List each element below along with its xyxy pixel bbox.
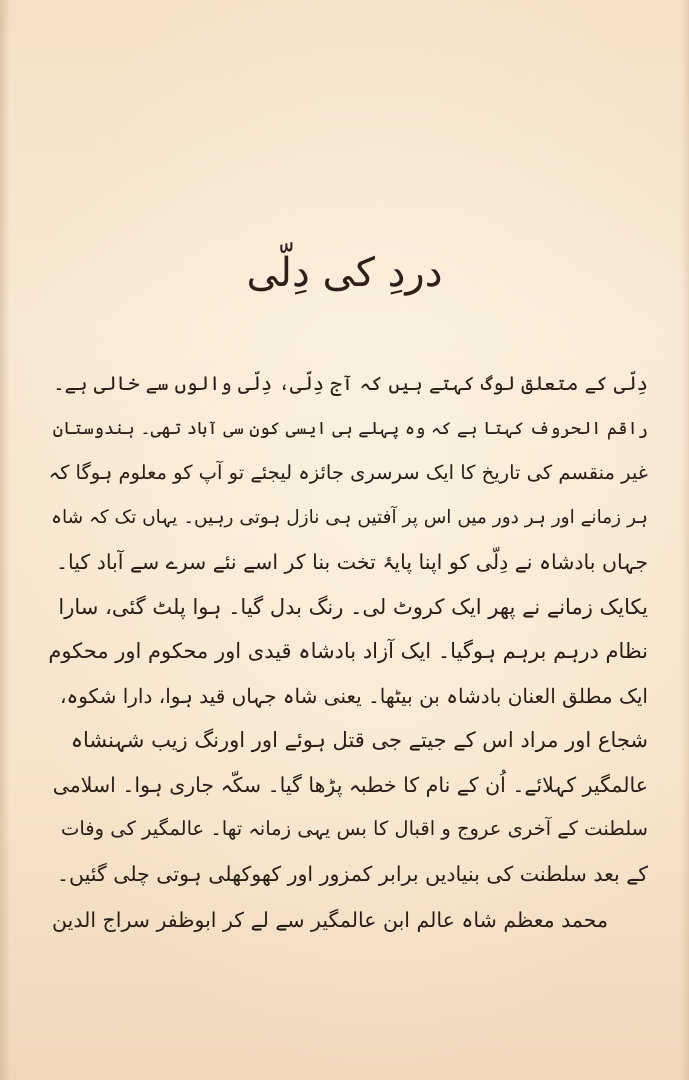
text-line: ہر زمانے اور ہر دور میں اس پر آفتیں ہی نازل ہوتی رہیں۔ یہاں تک کہ شاہ xyxy=(51,506,648,528)
text-line: کے بعد سلطنت کی بنیادیں برابر کمزور اور کھوکھلی ہوتی چلی گئیں۔ xyxy=(56,861,648,886)
text-line: عالمگیر کہلائے۔ اُن کے نام کا خطبہ پڑھا گیا۔ سکّہ جاری ہوا۔ اسلامی xyxy=(52,772,648,797)
body-text xyxy=(48,362,648,943)
text-line: غیر منقسم کی تاریخ کا ایک سرسری جائزہ لیجئے تو آپ کو معلوم ہوگا کہ xyxy=(48,461,648,484)
page-edge-left xyxy=(0,0,10,1080)
text-line: سلطنت کے آخری عروج و اقبال کا بس یہی زمانہ تھا۔ عالمگیر کی وفات xyxy=(61,817,648,840)
text-line: نظام درہم برہم ہوگیا۔ ایک آزاد بادشاہ قیدی اور محکوم اور محکوم xyxy=(48,639,648,663)
text-line: دِلّی کے متعلق لوگ کہتے ہیں کہ آج دِلّی، دِلّی والوں سے خالی ہے۔ xyxy=(53,372,648,395)
text-line: ایک مطلق العنان بادشاہ بن بیٹھا۔ یعنی شاہ جہاں قید ہوا، دارا شکوہ، xyxy=(60,683,648,708)
text-line: یکایک زمانے نے پھر ایک کروٹ لی۔ رنگ بدل گیا۔ ہوا پلٹ گئی، سارا xyxy=(58,594,648,619)
text-line: محمد معظم شاہ عالم ابن عالمگیر سے لے کر ابوظفر سراج الدین xyxy=(52,908,608,932)
text-line: جہاں بادشاہ نے دِلّی کو اپنا پایۂ تخت بنا کر اسے نئے سرے سے آباد کیا۔ xyxy=(55,550,648,574)
page-edge-right xyxy=(681,0,689,1080)
text-line: راقم الحروف کہتا ہے کہ وہ پہلے ہی ایسی کون سی آباد تھی۔ ہندوستان xyxy=(52,418,648,439)
chapter-title: دردِ کی دِلّی xyxy=(246,250,443,296)
text-line: شجاع اور مراد اس کے جیتے جی قتل ہوئے اور اورنگ زیب شہنشاہ xyxy=(70,728,648,752)
